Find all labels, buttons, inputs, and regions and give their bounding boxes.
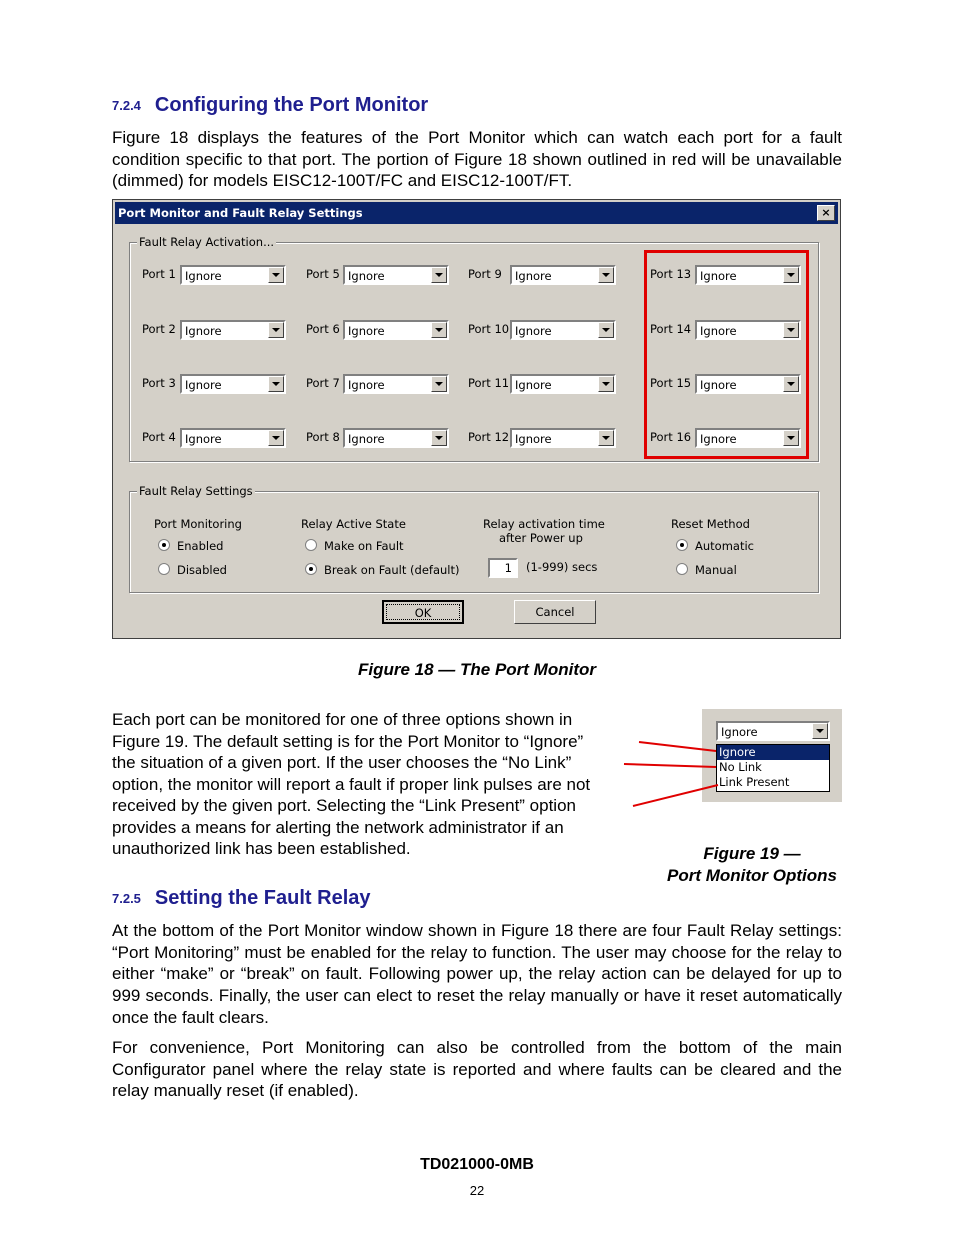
activation-time-unit: (1-999) secs xyxy=(526,560,598,574)
option-ignore[interactable]: Ignore xyxy=(717,745,829,760)
option-no-link[interactable]: No Link xyxy=(719,760,762,774)
activation-time-input[interactable]: 1 xyxy=(488,558,518,578)
figure19-caption-line1: Figure 19 — xyxy=(703,844,801,863)
port-label: Port 14 xyxy=(650,322,692,336)
port-label: Port 5 xyxy=(306,267,340,281)
paragraph-line: Figure 19. The default setting is for the Port Monitor to “Ignore” xyxy=(112,731,584,751)
fault-relay-activation-legend: Fault Relay Activation... xyxy=(139,235,275,249)
port-label: Port 7 xyxy=(306,376,340,390)
port-select-value: Ignore xyxy=(348,378,385,392)
paragraph-line: received by the given port. Selecting the “Link Present” option xyxy=(112,796,576,815)
port-select-value: Ignore xyxy=(515,378,552,392)
port-label: Port 2 xyxy=(142,322,176,336)
paragraph-line: option, the monitor will report a fault if proper link pulses are not xyxy=(112,774,591,794)
port-label: Port 6 xyxy=(306,322,340,336)
activation-time-heading-line1: Relay activation time xyxy=(483,517,605,531)
callout-line-ignore xyxy=(639,742,716,751)
port-monitoring-disabled-label: Disabled xyxy=(177,563,227,577)
port-label: Port 1 xyxy=(142,267,176,281)
intro-paragraph: Figure 18 displays the features of the Port Monitor which can watch each port for a fault condition specific to that port. The portion of Figure 18 shown outlined in red will be unavailable (dimmed) for models EISC12-100T/FC and EISC12-100T/FT. xyxy=(112,128,842,191)
port-label: Port 15 xyxy=(650,376,692,390)
fault-relay-settings-legend: Fault Relay Settings xyxy=(139,484,253,498)
section-number: 7.2.5 xyxy=(112,891,141,906)
port-select-value: Ignore xyxy=(185,432,222,446)
break-on-fault-label: Break on Fault (default) xyxy=(324,563,460,577)
port-label: Port 8 xyxy=(306,430,340,444)
port-monitoring-enabled-label: Enabled xyxy=(177,539,224,553)
port-label: Port 16 xyxy=(650,430,692,444)
port-label: Port 13 xyxy=(650,267,692,281)
figure19-combo-value: Ignore xyxy=(721,725,758,739)
paragraph-line: provides a means for alerting the network administrator if an xyxy=(112,817,564,837)
port-select-value: Ignore xyxy=(515,432,552,446)
ok-button[interactable]: OK xyxy=(382,600,464,624)
port-label: Port 4 xyxy=(142,430,176,444)
port-select-value: Ignore xyxy=(185,378,222,392)
port-label: Port 10 xyxy=(468,322,510,336)
port-select-value: Ignore xyxy=(185,324,222,338)
port-select-value: Ignore xyxy=(348,324,385,338)
reset-method-heading: Reset Method xyxy=(671,517,750,531)
relay-active-state-heading: Relay Active State xyxy=(301,517,406,531)
activation-time-heading-line2: after Power up xyxy=(499,531,583,545)
footer-doc-id: TD021000-0MB xyxy=(420,1156,534,1173)
port-select-value: Ignore xyxy=(515,269,552,283)
section-number: 7.2.4 xyxy=(112,98,141,113)
port-select-value: Ignore xyxy=(185,269,222,283)
paragraph-line: Each port can be monitored for one of three options shown in xyxy=(112,710,573,729)
figure19-caption xyxy=(657,843,847,887)
port-label: Port 9 xyxy=(468,267,502,281)
port-select-value: Ignore xyxy=(515,324,552,338)
figure18-caption: Figure 18 — The Port Monitor xyxy=(357,660,596,679)
reset-manual-label: Manual xyxy=(695,563,737,577)
port-select-value: Ignore xyxy=(700,269,737,283)
figure19-caption-line2: Port Monitor Options xyxy=(667,866,837,885)
section-title: Setting the Fault Relay xyxy=(154,887,371,909)
paragraph-line: unauthorized link has been established. xyxy=(112,839,411,858)
close-button[interactable]: × xyxy=(817,205,835,221)
cancel-button[interactable]: Cancel xyxy=(514,600,596,624)
port-select-value: Ignore xyxy=(700,324,737,338)
port-select-value: Ignore xyxy=(348,269,385,283)
port-label: Port 12 xyxy=(468,430,510,444)
port-monitoring-heading: Port Monitoring xyxy=(154,517,242,531)
option-link-present[interactable]: Link Present xyxy=(719,775,790,789)
port-label: Port 11 xyxy=(468,376,510,390)
port-select-value: Ignore xyxy=(348,432,385,446)
section-title: Configuring the Port Monitor xyxy=(154,94,429,116)
port-select-value: Ignore xyxy=(700,378,737,392)
callout-line-no-link xyxy=(624,764,716,767)
section-heading-7-2-5 xyxy=(112,887,371,910)
port-select-value: Ignore xyxy=(700,432,737,446)
fault-relay-paragraph-2: For convenience, Port Monitoring can also be controlled from the bottom of the main Configurator panel where the relay state is reported and where faults can be cleared and the relay manually reset (if enabled). xyxy=(112,1038,842,1101)
reset-automatic-label: Automatic xyxy=(695,539,754,553)
footer-page-number: 22 xyxy=(469,1183,485,1198)
callout-line-link-present xyxy=(633,785,718,806)
paragraph-line: the situation of a given port. If the user chooses the “No Link” xyxy=(112,753,572,772)
port-label: Port 3 xyxy=(142,376,176,390)
fault-relay-paragraph-1: At the bottom of the Port Monitor window shown in Figure 18 there are four Fault Relay settings: “Port Monitoring” must be enabled for the relay to function. The user may choose for the relay to either “make” or “break” on fault. Following power up, the relay action can be delayed for up to 999 seconds. Finally, the user can elect to reset the relay manually or have it reset automatically once the fault clears. xyxy=(112,921,842,1027)
make-on-fault-label: Make on Fault xyxy=(324,539,404,553)
dialog-title: Port Monitor and Fault Relay Settings xyxy=(118,206,363,220)
